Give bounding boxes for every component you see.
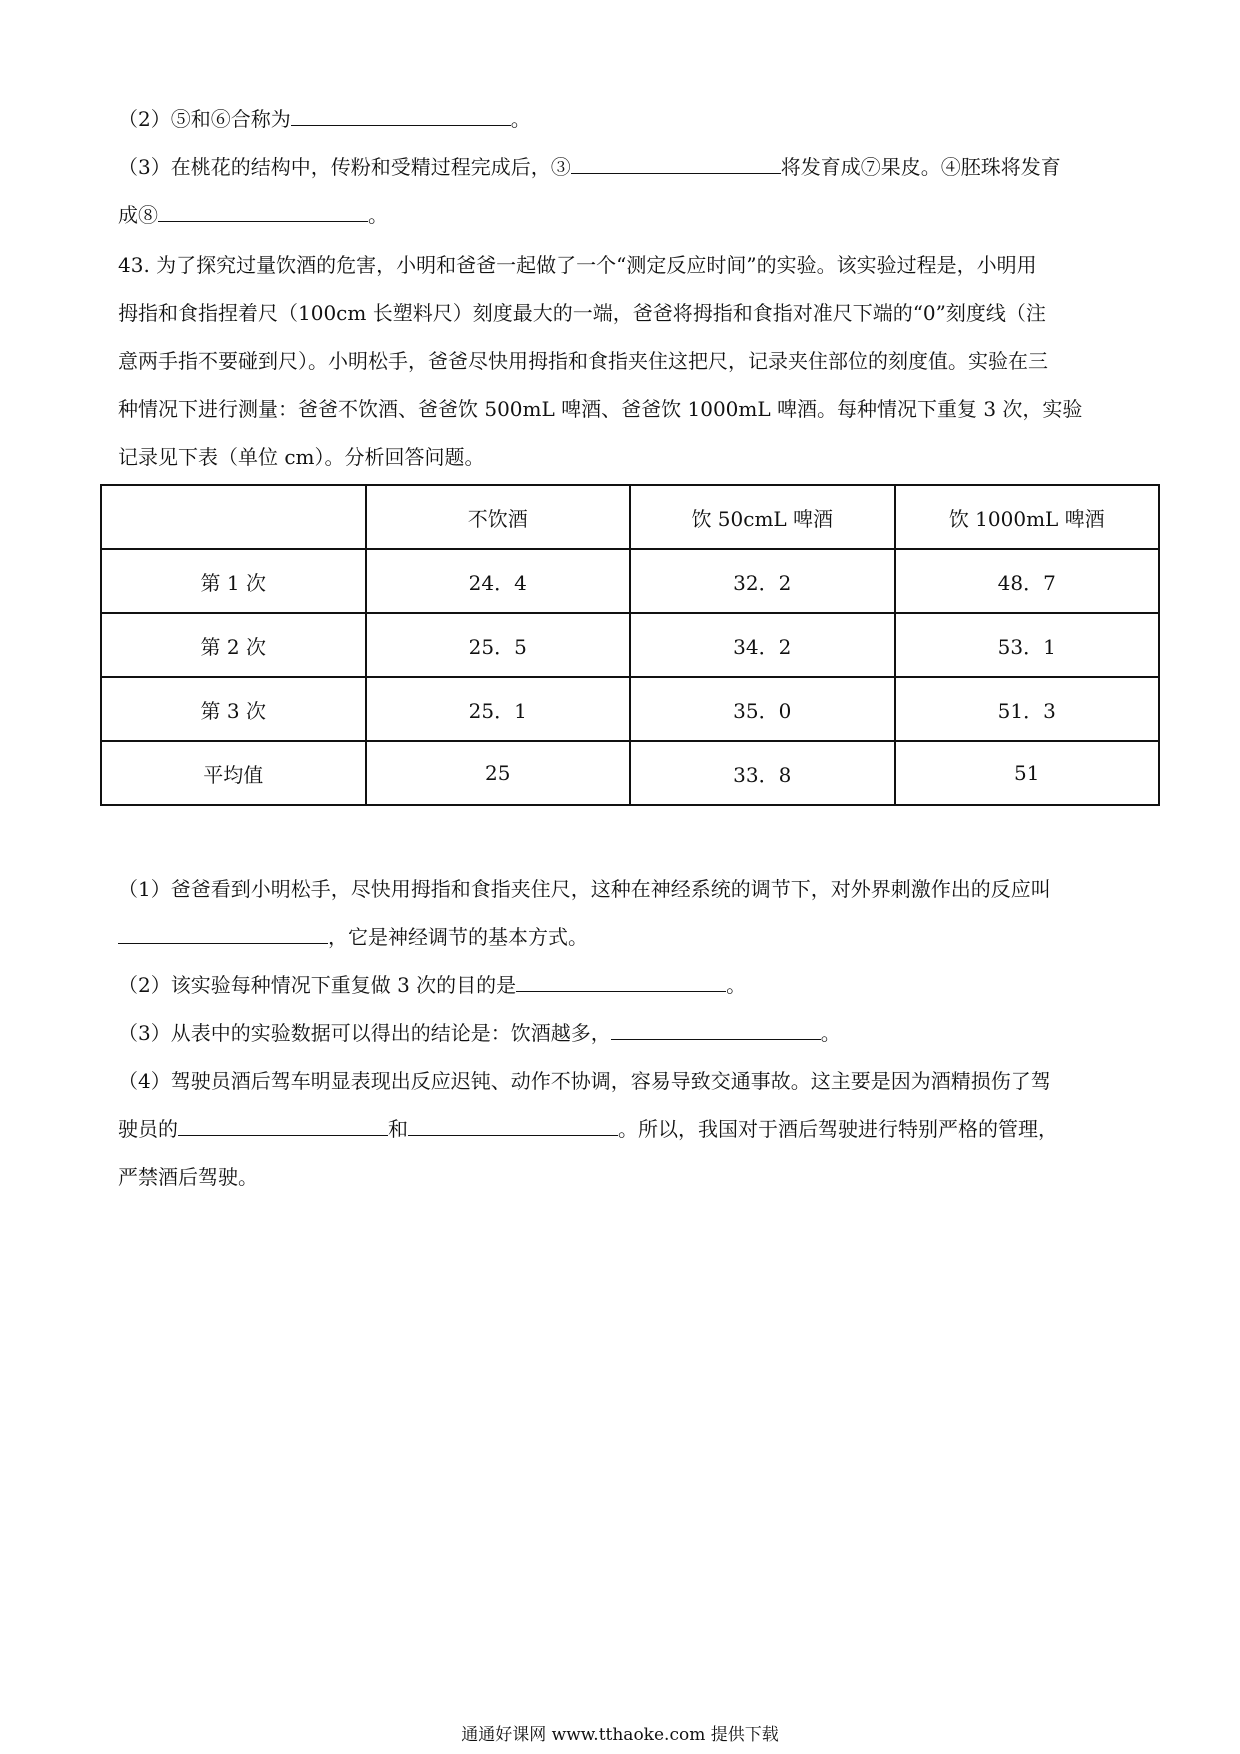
table-row bbox=[101, 677, 1159, 741]
reaction-time-table bbox=[100, 484, 1160, 806]
answer-blank[interactable] bbox=[516, 973, 726, 992]
q43-sub1-cont: ，它是神经调节的基本方式。 bbox=[118, 924, 1128, 950]
page-footer: 通通好课网 www.tthaoke.com 提供下载 bbox=[461, 1725, 779, 1745]
table-cell: 25．1 bbox=[366, 677, 631, 741]
table-cell: 48．7 bbox=[895, 549, 1160, 613]
table-cell: 33．8 bbox=[630, 741, 895, 805]
answer-blank[interactable] bbox=[178, 1117, 388, 1136]
table-cell: 51 bbox=[895, 741, 1160, 805]
q43-intro-line: 种情况下进行测量：爸爸不饮酒、爸爸饮 500mL 啤酒、爸爸饮 1000mL 啤酒。每种情况下重复 3 次，实验 bbox=[118, 397, 1083, 421]
q43-intro-line: 43. 为了探究过量饮酒的危害，小明和爸爸一起做了一个“测定反应时间”的实验。该实验过程是，小明用 bbox=[118, 253, 1037, 277]
table-cell: 第 2 次 bbox=[101, 613, 366, 677]
q43-sub3: （3）从表中的实验数据可以得出的结论是：饮酒越多， 。 bbox=[118, 1021, 841, 1045]
q43-sub4-cont: 驶员的 和 。所以，我国对于酒后驾驶进行特别严格的管理， bbox=[118, 1117, 1058, 1141]
table-row bbox=[101, 741, 1159, 805]
q43-intro-line: 记录见下表（单位 cm）。分析回答问题。 bbox=[118, 445, 485, 469]
table-header-row bbox=[101, 485, 1159, 549]
q42-part2: （2）⑤和⑥合称为 。 bbox=[118, 107, 531, 131]
table-header-cell: 饮 1000mL 啤酒 bbox=[895, 485, 1160, 549]
table-cell: 51．3 bbox=[895, 677, 1160, 741]
table-cell: 35．0 bbox=[630, 677, 895, 741]
table-cell: 平均值 bbox=[101, 741, 366, 805]
q43-sub4-end: 严禁酒后驾驶。 bbox=[118, 1165, 258, 1189]
table-cell: 53．1 bbox=[895, 613, 1160, 677]
answer-blank[interactable] bbox=[408, 1117, 618, 1136]
answer-blank[interactable] bbox=[571, 155, 781, 174]
answer-blank[interactable] bbox=[118, 925, 328, 944]
q43-sub2: （2）该实验每种情况下重复做 3 次的目的是 。 bbox=[118, 973, 747, 997]
table-row bbox=[101, 549, 1159, 613]
answer-blank[interactable] bbox=[291, 107, 511, 126]
answer-blank[interactable] bbox=[158, 203, 368, 222]
table-cell: 25 bbox=[366, 741, 631, 805]
q43-intro-line: 拇指和食指捏着尺（100cm 长塑料尺）刻度最大的一端，爸爸将拇指和食指对准尺下端的“0”刻度线（注 bbox=[118, 301, 1046, 325]
table-header-cell bbox=[101, 485, 366, 549]
q43-sub1: （1）爸爸看到小明松手，尽快用拇指和食指夹住尺，这种在神经系统的调节下，对外界刺激作出的反应叫 bbox=[118, 877, 1051, 901]
q43-intro-line: 意两手指不要碰到尺）。小明松手，爸爸尽快用拇指和食指夹住这把尺，记录夹住部位的刻度值。实验在三 bbox=[118, 349, 1048, 373]
table-cell: 第 1 次 bbox=[101, 549, 366, 613]
table-cell: 34．2 bbox=[630, 613, 895, 677]
table-cell: 第 3 次 bbox=[101, 677, 366, 741]
table-header-cell: 饮 50cmL 啤酒 bbox=[630, 485, 895, 549]
table-cell: 32．2 bbox=[630, 549, 895, 613]
answer-blank[interactable] bbox=[611, 1021, 821, 1040]
table-header-cell: 不饮酒 bbox=[366, 485, 631, 549]
table-cell: 25．5 bbox=[366, 613, 631, 677]
table-row bbox=[101, 613, 1159, 677]
q42-part3: （3）在桃花的结构中，传粉和受精过程完成后，③ 将发育成⑦果皮。④胚珠将发育 bbox=[118, 155, 1061, 179]
q42-part3-cont: 成⑧ 。 bbox=[118, 203, 388, 227]
table-cell: 24．4 bbox=[366, 549, 631, 613]
q43-sub4: （4）驾驶员酒后驾车明显表现出反应迟钝、动作不协调，容易导致交通事故。这主要是因为酒精损伤了驾 bbox=[118, 1069, 1051, 1093]
